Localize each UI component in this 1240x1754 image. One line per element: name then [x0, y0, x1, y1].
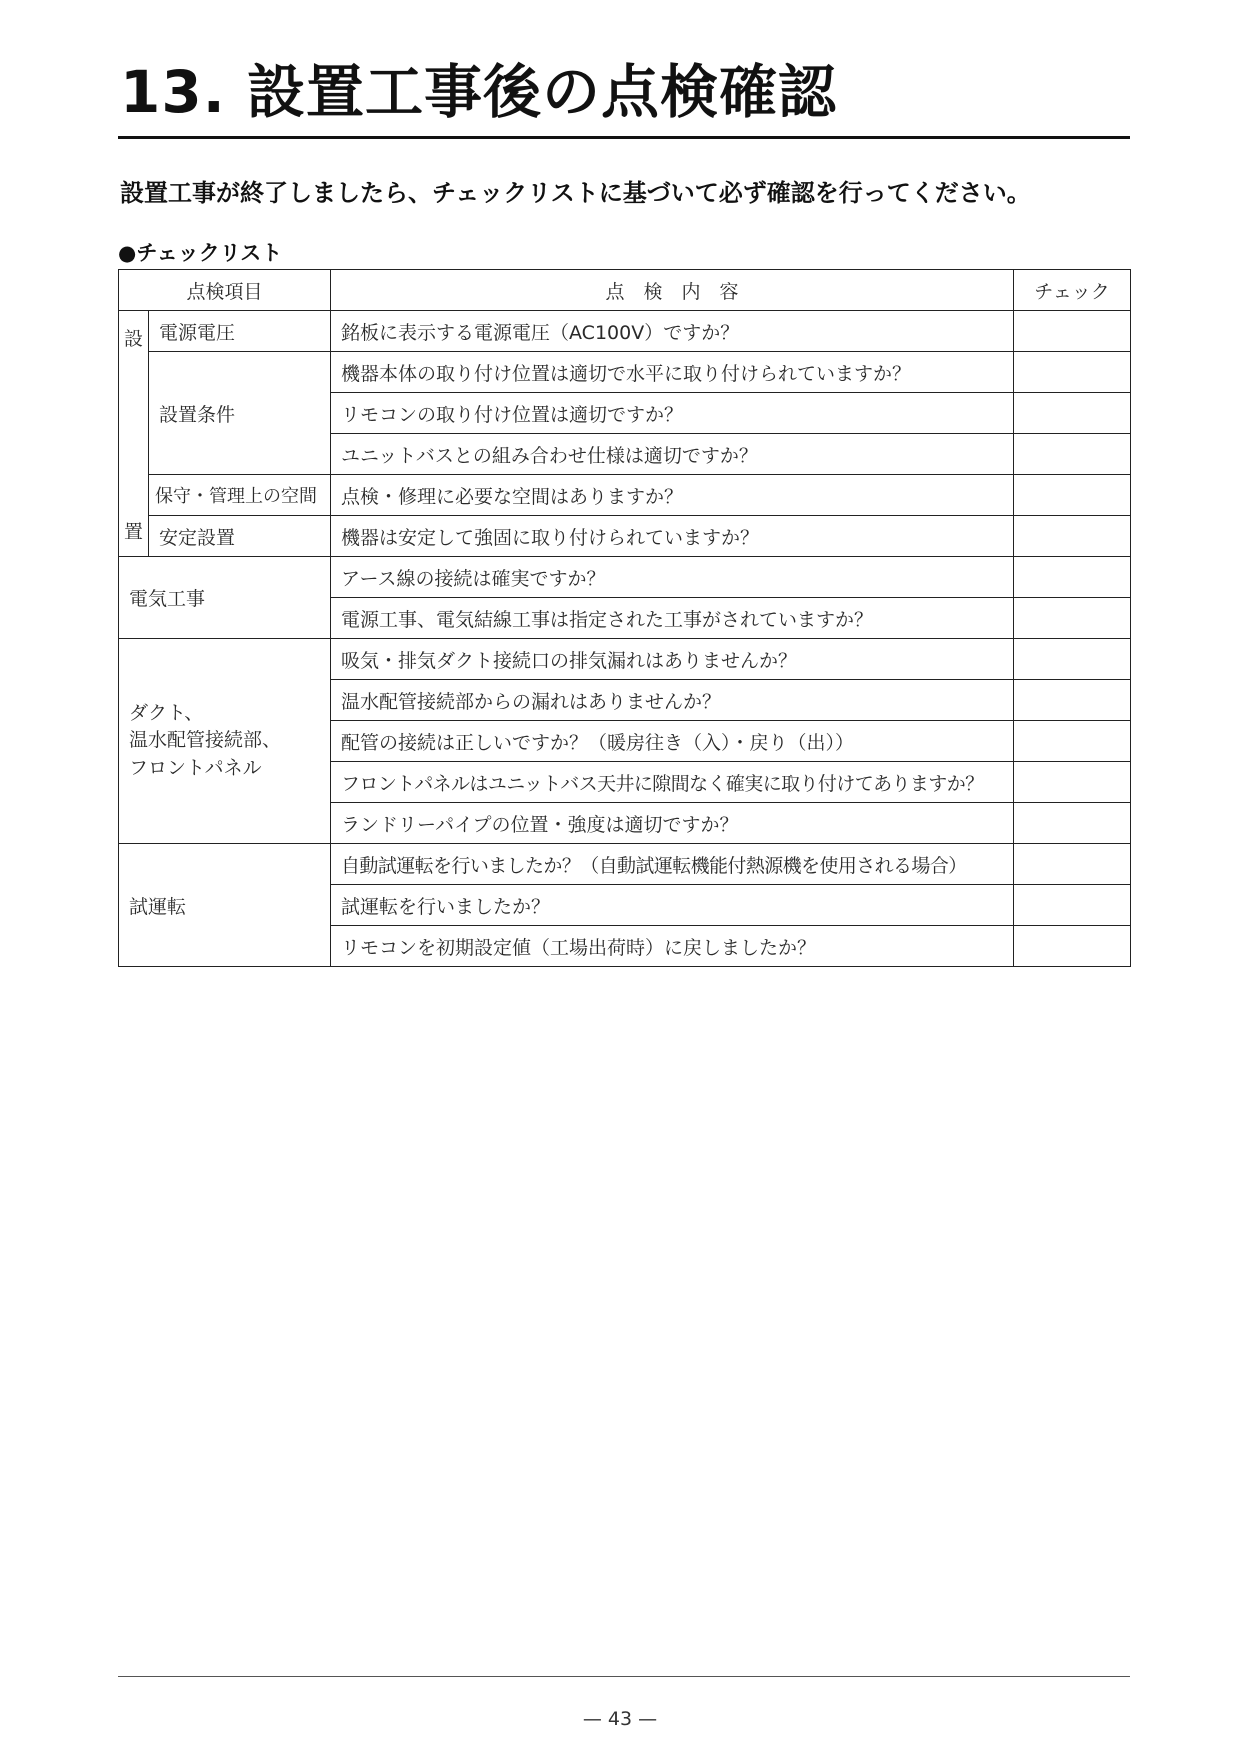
checklist-table — [118, 269, 1131, 967]
item-label: 安定設置 — [149, 516, 331, 557]
item-content: 吸気・排気ダクト接続口の排気漏れはありませんか？ — [331, 639, 1014, 680]
header-check: チェック — [1014, 270, 1131, 311]
item-label: 試運転 — [119, 844, 331, 967]
check-cell[interactable] — [1014, 311, 1131, 352]
item-content: 銘板に表示する電源電圧（AC100V）ですか？ — [331, 311, 1014, 352]
item-content: 自動試運転を行いましたか？（自動試運転機能付熱源機を使用される場合） — [331, 844, 1014, 885]
item-content: リモコンの取り付け位置は適切ですか？ — [331, 393, 1014, 434]
table-row — [119, 639, 1131, 680]
check-cell[interactable] — [1014, 680, 1131, 721]
item-content: リモコンを初期設定値（工場出荷時）に戻しましたか？ — [331, 926, 1014, 967]
title-underline — [118, 136, 1130, 139]
check-cell[interactable] — [1014, 393, 1131, 434]
item-content: 機器本体の取り付け位置は適切で水平に取り付けられていますか？ — [331, 352, 1014, 393]
group-installation-char: 設 — [123, 327, 143, 350]
header-item: 点検項目 — [119, 270, 331, 311]
item-content: ランドリーパイプの位置・強度は適切ですか？ — [331, 803, 1014, 844]
item-label: 電源電圧 — [149, 311, 331, 352]
item-content: 点検・修理に必要な空間はありますか？ — [331, 475, 1014, 516]
footer-rule — [118, 1676, 1130, 1677]
table-header-row — [119, 270, 1131, 311]
item-label — [119, 639, 331, 844]
item-content: 試運転を行いましたか？ — [331, 885, 1014, 926]
item-label: 設置条件 — [149, 352, 331, 475]
check-cell[interactable] — [1014, 926, 1131, 967]
item-content: 配管の接続は正しいですか？（暖房往き（入）・戻り（出）） — [331, 721, 1014, 762]
item-label-line: フロントパネル — [129, 756, 262, 779]
checklist-label: ●チェックリスト — [118, 241, 283, 265]
check-cell[interactable] — [1014, 475, 1131, 516]
table-row — [119, 557, 1131, 598]
group-installation-char: 置 — [123, 520, 143, 543]
page-number: — 43 — — [582, 1708, 658, 1730]
table-row — [119, 311, 1131, 352]
check-cell[interactable] — [1014, 762, 1131, 803]
check-cell[interactable] — [1014, 434, 1131, 475]
item-label-line: 温水配管接続部、 — [129, 729, 282, 752]
item-content: フロントパネルはユニットバス天井に隙間なく確実に取り付けてありますか？ — [331, 762, 1014, 803]
check-cell[interactable] — [1014, 885, 1131, 926]
group-installation — [119, 311, 149, 557]
check-cell[interactable] — [1014, 352, 1131, 393]
item-content: 電源工事、電気結線工事は指定された工事がされていますか？ — [331, 598, 1014, 639]
item-label: 保守・管理上の空間 — [149, 475, 331, 516]
check-cell[interactable] — [1014, 803, 1131, 844]
table-row — [119, 516, 1131, 557]
item-label-line: ダクト、 — [129, 701, 204, 724]
check-cell[interactable] — [1014, 598, 1131, 639]
table-row — [119, 352, 1131, 393]
item-content: 温水配管接続部からの漏れはありませんか？ — [331, 680, 1014, 721]
table-row — [119, 844, 1131, 885]
item-content: 機器は安定して強固に取り付けられていますか？ — [331, 516, 1014, 557]
intro-text: 設置工事が終了しましたら、チェックリストに基づいて必ず確認を行ってください。 — [120, 179, 1031, 207]
check-cell[interactable] — [1014, 639, 1131, 680]
check-cell[interactable] — [1014, 844, 1131, 885]
page-title: 13. 設置工事後の点検確認 — [120, 58, 837, 126]
check-cell[interactable] — [1014, 721, 1131, 762]
check-cell[interactable] — [1014, 557, 1131, 598]
item-content: アース線の接続は確実ですか？ — [331, 557, 1014, 598]
item-content: ユニットバスとの組み合わせ仕様は適切ですか？ — [331, 434, 1014, 475]
table-row — [119, 475, 1131, 516]
header-content: 点 検 内 容 — [331, 270, 1014, 311]
item-label: 電気工事 — [119, 557, 331, 639]
check-cell[interactable] — [1014, 516, 1131, 557]
